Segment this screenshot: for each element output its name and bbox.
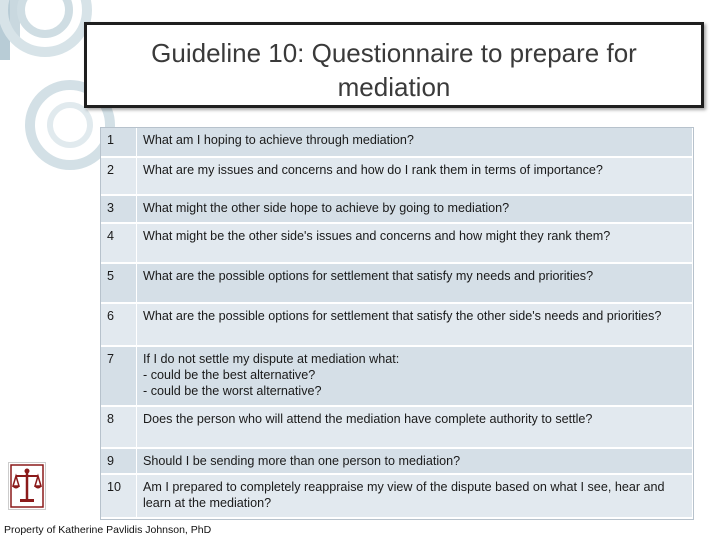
question-number-cell (101, 158, 137, 196)
question-number: 9 (107, 454, 115, 468)
question-text-cell (137, 347, 693, 407)
question-text: Does the person who will attend the mediation have complete authority to settle? (143, 412, 593, 426)
question-text-cell (137, 158, 693, 196)
question-number: 7 (107, 352, 115, 366)
question-number: 4 (107, 229, 115, 243)
question-number-cell (101, 128, 137, 158)
questions-table (100, 127, 694, 520)
question-number-cell (101, 264, 137, 304)
table-row (101, 158, 693, 196)
question-number-cell (101, 475, 137, 519)
table-row (101, 196, 693, 224)
question-text: If I do not settle my dispute at mediation what: - could be the best alternative? - could be the worst alternative? (143, 352, 400, 398)
question-text-cell (137, 264, 693, 304)
table-row (101, 407, 693, 449)
question-number: 5 (107, 269, 115, 283)
question-text: What are the possible options for settlement that satisfy the other side's needs and priorities? (143, 309, 662, 323)
scales-icon (9, 463, 45, 509)
question-number-cell (101, 224, 137, 264)
title-box (84, 22, 704, 108)
table-row (101, 347, 693, 407)
question-number: 2 (107, 163, 115, 177)
scales-of-justice-logo (8, 462, 46, 510)
table-row (101, 264, 693, 304)
table-row (101, 449, 693, 475)
question-text: What are my issues and concerns and how do I rank them in terms of importance? (143, 163, 603, 177)
table-row (101, 224, 693, 264)
question-text: What are the possible options for settlement that satisfy my needs and priorities? (143, 269, 594, 283)
table-row (101, 128, 693, 158)
question-text: Am I prepared to completely reappraise my view of the dispute based on what I see, hear and learn at the mediation? (143, 480, 665, 510)
question-number-cell (101, 304, 137, 347)
question-text-cell (137, 475, 693, 519)
question-number-cell (101, 407, 137, 449)
question-text-cell (137, 196, 693, 224)
question-text-cell (137, 407, 693, 449)
question-number: 10 (107, 480, 122, 494)
question-text-cell (137, 128, 693, 158)
question-number: 1 (107, 133, 115, 147)
question-number-cell (101, 449, 137, 475)
question-text-cell (137, 304, 693, 347)
question-text: Should I be sending more than one person to mediation? (143, 454, 461, 468)
question-number: 3 (107, 201, 115, 215)
question-text-cell (137, 224, 693, 264)
question-text: What am I hoping to achieve through mediation? (143, 133, 414, 147)
question-number: 6 (107, 309, 115, 323)
table-row (101, 304, 693, 347)
question-number: 8 (107, 412, 115, 426)
footer-credit: Property of Katherine Pavlidis Johnson, PhD (4, 524, 212, 536)
question-text: What might the other side hope to achieve by going to mediation? (143, 201, 510, 215)
table-row (101, 475, 693, 519)
question-number-cell (101, 347, 137, 407)
question-text-cell (137, 449, 693, 475)
question-text: What might be the other side's issues and concerns and how might they rank them? (143, 229, 611, 243)
slide-title: Guideline 10: Questionnaire to prepare for mediation (151, 38, 637, 102)
question-number-cell (101, 196, 137, 224)
